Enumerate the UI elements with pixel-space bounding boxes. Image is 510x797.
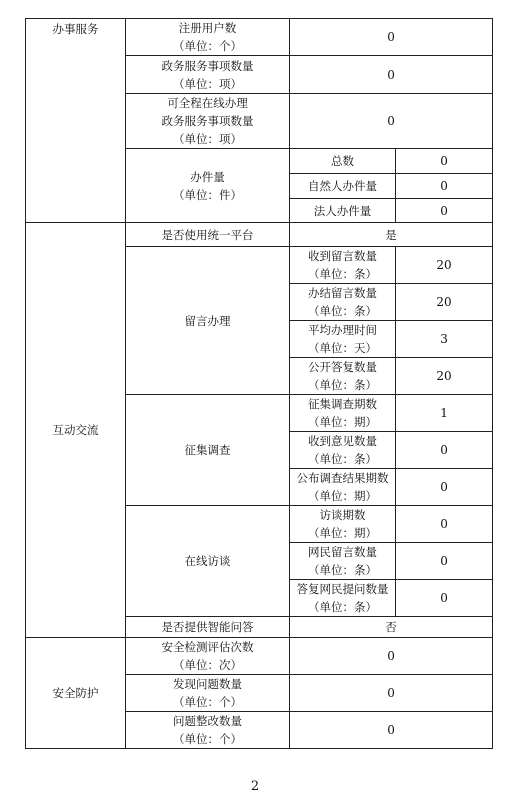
sub-label-total: 总数 [290,149,396,174]
row-label-smart-qa: 是否提供智能问答 [126,617,290,638]
row-label-online-items: 可全程在线办理 政务服务事项数量 （单位：项） [126,94,290,149]
row-label-unified-platform: 是否使用统一平台 [126,223,290,247]
value-opinions-received: 0 [396,432,493,469]
sub-label-messages-received: 收到留言数量 （单位：条） [290,247,396,284]
statistics-table [25,18,493,749]
sub-label-opinions-received: 收到意见数量 （单位：条） [290,432,396,469]
row-label-problems-found: 发现问题数量 （单位：个） [126,675,290,712]
value-problems-fixed: 0 [290,712,493,749]
sub-label-interview-periods: 访谈期数 （单位：期） [290,506,396,543]
sub-label-public-replies: 公开答复数量 （单位：条） [290,358,396,395]
value-interview-periods: 0 [396,506,493,543]
section-label-interaction: 互动交流 [26,223,126,638]
section-label-service: 办事服务 [26,19,126,223]
row-label-messages: 留言办理 [126,247,290,395]
sub-label-netizen-messages: 网民留言数量 （单位：条） [290,543,396,580]
value-smart-qa: 否 [290,617,493,638]
value-legal-person: 0 [396,199,493,223]
sub-label-results-published: 公布调查结果期数 （单位：期） [290,469,396,506]
value-unified-platform: 是 [290,223,493,247]
sub-label-questions-answered: 答复网民提问数量 （单位：条） [290,580,396,617]
sub-label-natural-person: 自然人办件量 [290,174,396,199]
value-service-items: 0 [290,56,493,94]
row-label-interview: 在线访谈 [126,506,290,617]
value-problems-found: 0 [290,675,493,712]
value-survey-periods: 1 [396,395,493,432]
value-results-published: 0 [396,469,493,506]
page-number: 2 [250,779,260,794]
section-label-security: 安全防护 [26,638,126,749]
value-security-checks: 0 [290,638,493,675]
sub-label-legal-person: 法人办件量 [290,199,396,223]
sub-label-survey-periods: 征集调查期数 （单位：期） [290,395,396,432]
row-label-service-items: 政务服务事项数量 （单位：项） [126,56,290,94]
value-total: 0 [396,149,493,174]
value-questions-answered: 0 [396,580,493,617]
value-messages-closed: 20 [396,284,493,321]
value-average-time: 3 [396,321,493,358]
sub-label-messages-closed: 办结留言数量 （单位：条） [290,284,396,321]
value-online-items: 0 [290,94,493,149]
row-label-problems-fixed: 问题整改数量 （单位：个） [126,712,290,749]
value-public-replies: 20 [396,358,493,395]
row-label-case-volume: 办件量 （单位：件） [126,149,290,223]
value-registered-users: 0 [290,19,493,56]
value-natural-person: 0 [396,174,493,199]
row-label-survey: 征集调查 [126,395,290,506]
sub-label-average-time: 平均办理时间 （单位：天） [290,321,396,358]
value-messages-received: 20 [396,247,493,284]
row-label-security-checks: 安全检测评估次数 （单位：次） [126,638,290,675]
row-label-registered-users: 注册用户数 （单位：个） [126,19,290,56]
value-netizen-messages: 0 [396,543,493,580]
